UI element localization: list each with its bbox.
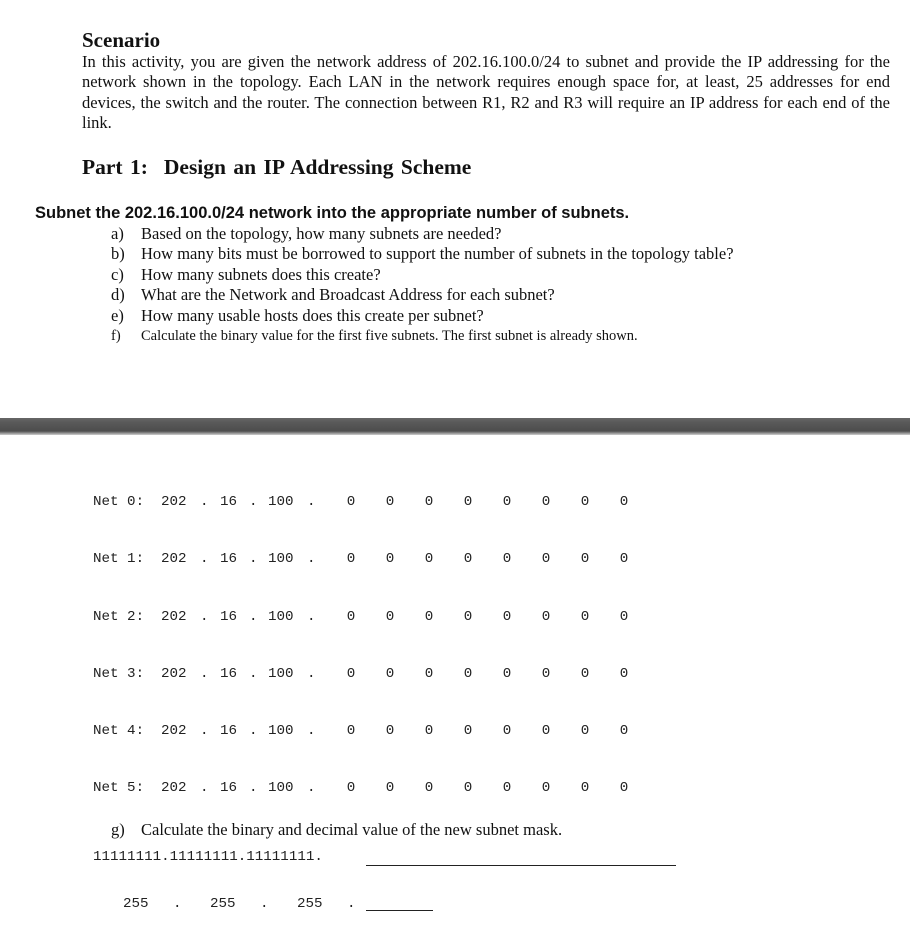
subnet-task-heading: Subnet the 202.16.100.0/24 network into the appropriate number of subnets. <box>35 204 630 222</box>
binary-bit: 0 <box>541 666 551 682</box>
binary-bit: 0 <box>385 609 395 625</box>
octet-3: 100 <box>268 723 294 739</box>
binary-bit: 0 <box>502 780 512 796</box>
binary-bit: 0 <box>463 494 473 510</box>
octet-dot: . <box>200 609 209 625</box>
binary-bit: 0 <box>619 780 629 796</box>
question-a: a) Based on the topology, how many subnets are needed? <box>111 224 502 243</box>
mask-dot: . <box>173 896 182 912</box>
octet-1: 202 <box>161 780 187 796</box>
question-g: g) Calculate the binary and decimal value of the new subnet mask. <box>111 820 563 839</box>
binary-bit: 0 <box>541 551 551 567</box>
question-list <box>111 224 734 346</box>
binary-bit: 0 <box>346 666 356 682</box>
binary-bit: 0 <box>385 666 395 682</box>
mask-octet-1: 255 <box>123 896 149 912</box>
net-label: Net 0: <box>93 494 145 510</box>
octet-3: 100 <box>268 609 294 625</box>
question-b: b) How many bits must be borrowed to support the number of subnets in the topology table? <box>111 244 734 264</box>
net-label: Net 1: <box>93 551 145 567</box>
octet-2: 16 <box>220 551 238 567</box>
mask-decimal-answer-line <box>366 910 433 911</box>
octet-dot: . <box>200 780 209 796</box>
octet-dot: . <box>307 494 316 510</box>
binary-bit: 0 <box>346 780 356 796</box>
binary-bit: 0 <box>346 494 356 510</box>
binary-bit: 0 <box>580 780 590 796</box>
binary-bit: 0 <box>346 723 356 739</box>
binary-bit: 0 <box>424 780 434 796</box>
binary-bit: 0 <box>463 609 473 625</box>
binary-bit: 0 <box>424 609 434 625</box>
octet-dot: . <box>200 551 209 567</box>
octet-3: 100 <box>268 551 294 567</box>
octet-1: 202 <box>161 494 187 510</box>
binary-bit: 0 <box>619 494 629 510</box>
mask-dot: . <box>260 896 269 912</box>
octet-dot: . <box>307 666 316 682</box>
binary-bit: 0 <box>580 551 590 567</box>
binary-bit: 0 <box>463 551 473 567</box>
mask-octet-3: 255 <box>297 896 323 912</box>
binary-bit: 0 <box>424 723 434 739</box>
part-title: Design an IP Addressing Scheme <box>163 155 472 179</box>
binary-bit: 0 <box>619 723 629 739</box>
binary-bit: 0 <box>619 666 629 682</box>
binary-bit: 0 <box>385 551 395 567</box>
binary-bit: 0 <box>463 723 473 739</box>
binary-bit: 0 <box>502 723 512 739</box>
binary-bit: 0 <box>541 723 551 739</box>
net-label: Net 2: <box>93 609 145 625</box>
octet-dot: . <box>249 494 258 510</box>
octet-dot: . <box>249 609 258 625</box>
binary-bit: 0 <box>580 494 590 510</box>
binary-bit: 0 <box>502 609 512 625</box>
part-label: Part 1: <box>82 155 148 179</box>
binary-bit: 0 <box>541 609 551 625</box>
question-c: c) How many subnets does this create? <box>111 264 381 284</box>
octet-1: 202 <box>161 723 187 739</box>
binary-bit: 0 <box>619 551 629 567</box>
binary-bit: 0 <box>502 551 512 567</box>
mask-binary-answer-line <box>366 865 676 866</box>
binary-bit: 0 <box>424 551 434 567</box>
mask-binary-prefix: 11111111.11111111.11111111. <box>93 849 323 865</box>
octet-2: 16 <box>220 723 238 739</box>
question-d: d) What are the Network and Broadcast Address for each subnet? <box>111 285 555 305</box>
mask-octet-2: 255 <box>210 896 236 912</box>
binary-bit: 0 <box>346 551 356 567</box>
binary-bit: 0 <box>619 609 629 625</box>
octet-dot: . <box>249 666 258 682</box>
binary-bit: 0 <box>385 780 395 796</box>
octet-dot: . <box>307 551 316 567</box>
octet-dot: . <box>200 723 209 739</box>
net-label: Net 5: <box>93 780 145 796</box>
net-label: Net 3: <box>93 666 145 682</box>
octet-2: 16 <box>220 780 238 796</box>
scenario-heading: Scenario <box>82 28 161 52</box>
octet-dot: . <box>307 609 316 625</box>
octet-1: 202 <box>161 666 187 682</box>
octet-2: 16 <box>220 666 238 682</box>
mask-dot: . <box>347 896 356 912</box>
binary-bit: 0 <box>385 494 395 510</box>
net-label: Net 4: <box>93 723 145 739</box>
octet-dot: . <box>249 723 258 739</box>
octet-3: 100 <box>268 666 294 682</box>
octet-dot: . <box>200 494 209 510</box>
binary-bit: 0 <box>463 666 473 682</box>
binary-bit: 0 <box>580 666 590 682</box>
binary-bit: 0 <box>385 723 395 739</box>
page-divider-bar <box>0 418 910 435</box>
part-1-heading <box>82 155 471 180</box>
octet-dot: . <box>307 780 316 796</box>
binary-bit: 0 <box>502 666 512 682</box>
octet-3: 100 <box>268 780 294 796</box>
binary-bit: 0 <box>346 609 356 625</box>
binary-bit: 0 <box>424 494 434 510</box>
octet-dot: . <box>249 551 258 567</box>
octet-3: 100 <box>268 494 294 510</box>
octet-1: 202 <box>161 609 187 625</box>
binary-bit: 0 <box>502 494 512 510</box>
binary-bit: 0 <box>541 780 551 796</box>
binary-bit: 0 <box>424 666 434 682</box>
octet-2: 16 <box>220 609 238 625</box>
octet-1: 202 <box>161 551 187 567</box>
binary-bit: 0 <box>463 780 473 796</box>
question-f: f) Calculate the binary value for the first five subnets. The first subnet is already shown. <box>111 328 638 345</box>
scenario-paragraph: In this activity, you are given the network address of 202.16.100.0/24 to subnet and provide the IP addressing for the network shown in the topology. Each LAN in the network requires enough space for, at least, 25 addresses for end devices, the switch and the router. The connection between R1, R2 and R3 will require an IP address for each end of the link. <box>82 52 890 132</box>
binary-bit: 0 <box>580 723 590 739</box>
octet-dot: . <box>249 780 258 796</box>
binary-bit: 0 <box>541 494 551 510</box>
octet-2: 16 <box>220 494 238 510</box>
octet-dot: . <box>200 666 209 682</box>
question-e: e) How many usable hosts does this create per subnet? <box>111 305 484 325</box>
binary-bit: 0 <box>580 609 590 625</box>
octet-dot: . <box>307 723 316 739</box>
